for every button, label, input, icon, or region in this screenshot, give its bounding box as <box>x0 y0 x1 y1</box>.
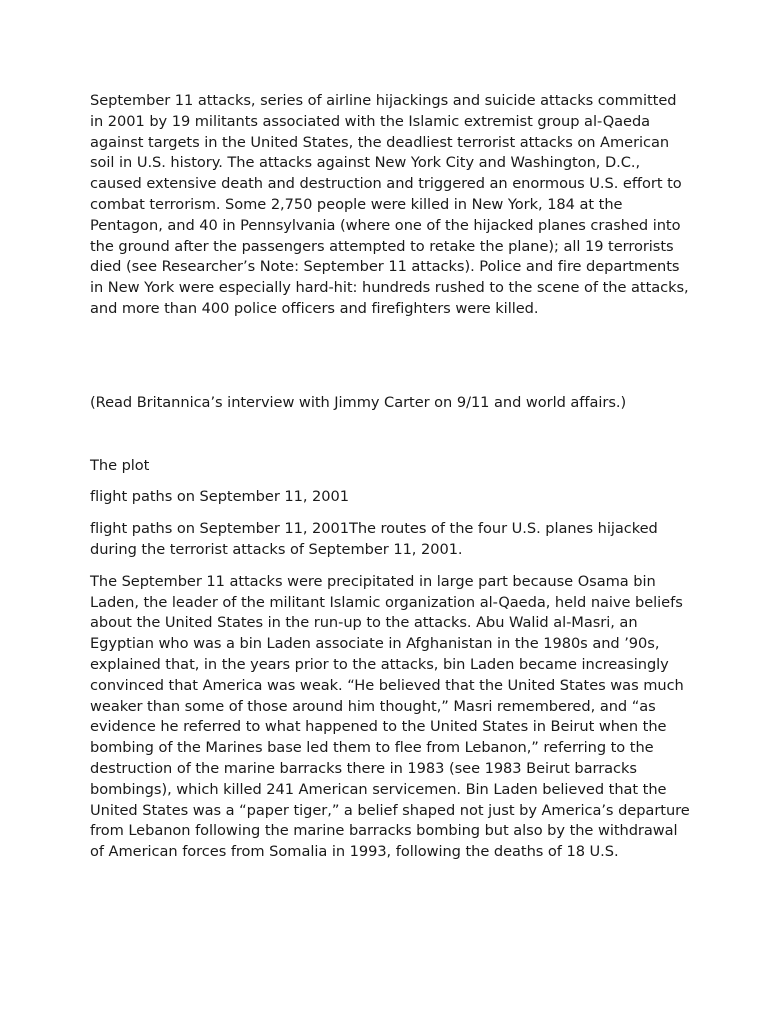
interview-note-paragraph: (Read Britannica’s interview with Jimmy Carter on 9/11 and world affairs.) <box>90 393 627 411</box>
body-paragraph: The September 11 attacks were precipitated in large part because Osama bin Laden, the leader of the militant Islamic organization al-Qaeda, held naive beliefs about the United States in the run-up to the attacks. Abu Walid al-Masri, an Egyptian who was a bin Laden associate in Afghanistan in the 1980s and ’90s, explained that, in the years prior to the attacks, bin Laden became increasingly convinced that America was weak. “He believed that the United States was much weaker than some of those around him thought,” Masri remembered, and “as evidence he referred to what happened to the United States in Beirut when the bombing of the Marines base led them to flee from Lebanon,” referring to the destruction of the marine barracks there in 1983 (see 1983 Beirut barracks bombings), which killed 241 American servicemen. Bin Laden believed that the United States was a “paper tiger,” a belief shaped not just by America’s departure from Lebanon following the marine barracks bombing but also by the withdrawal of American forces from Somalia in 1993, following the deaths of 18 U.S. <box>90 572 690 861</box>
document-page <box>90 91 690 863</box>
image-caption: flight paths on September 11, 2001The routes of the four U.S. planes hijacked during the terrorist attacks of September 11, 2001. <box>90 520 658 558</box>
image-title: flight paths on September 11, 2001 <box>90 488 349 506</box>
intro-paragraph: September 11 attacks, series of airline hijackings and suicide attacks committed in 2001 by 19 militants associated with the Islamic extremist group al-Qaeda against targets in the United States, the deadliest terrorist attacks on American soil in U.S. history. The attacks against New York City and Washington, D.C., caused extensive death and destruction and triggered an enormous U.S. effort to combat terrorism. Some 2,750 people were killed in New York, 184 at the Pentagon, and 40 in Pennsylvania (where one of the hijacked planes crashed into the ground after the passengers attempted to retake the plane); all 19 terrorists died (see Researcher’s Note: September 11 attacks). Police and fire departments in New York were especially hard-hit: hundreds rushed to the scene of the attacks, and more than 400 police officers and firefighters were killed. <box>90 92 689 317</box>
section-heading: The plot <box>90 456 150 474</box>
